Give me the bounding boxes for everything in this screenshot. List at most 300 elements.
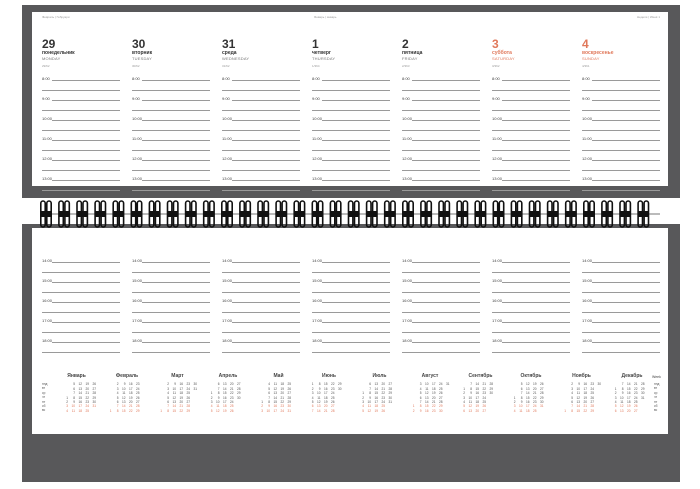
calendar-date: 21 xyxy=(381,386,385,391)
writing-line[interactable] xyxy=(52,302,120,303)
spiral-clip xyxy=(403,211,414,217)
writing-line[interactable] xyxy=(402,312,480,313)
calendar-date: 25 xyxy=(438,386,443,391)
time-label: 11:00 xyxy=(402,136,412,141)
calendar-week-row xyxy=(458,409,503,413)
writing-line[interactable] xyxy=(222,312,300,313)
writing-line[interactable] xyxy=(142,80,210,81)
calendar-date: 27 xyxy=(92,386,96,391)
day-name-en: TUESDAY xyxy=(132,56,152,61)
writing-line[interactable] xyxy=(312,312,390,313)
writing-line[interactable] xyxy=(582,352,660,353)
writing-line[interactable] xyxy=(142,322,210,323)
calendar-date: 8 xyxy=(318,382,321,387)
calendar-date: 4 xyxy=(66,408,68,413)
calendar-date: 5 xyxy=(463,404,465,409)
writing-line[interactable] xyxy=(42,292,120,293)
writing-line[interactable] xyxy=(412,342,480,343)
writing-line[interactable] xyxy=(502,262,570,263)
writing-line[interactable] xyxy=(42,90,120,91)
calendar-date xyxy=(385,409,392,413)
calendar-date: 27 xyxy=(482,408,486,413)
writing-line[interactable] xyxy=(142,282,210,283)
weekday-label: сб xyxy=(42,404,46,409)
calendar-date: 26 xyxy=(381,408,385,413)
calendar-week-row xyxy=(206,409,251,413)
writing-line[interactable] xyxy=(142,120,210,121)
calendar-date: 5 xyxy=(73,382,75,387)
calendar-date: 6 xyxy=(419,395,422,400)
writing-line[interactable] xyxy=(232,322,300,323)
time-label: 8:00 xyxy=(582,76,590,81)
calendar-week-row xyxy=(559,409,604,413)
writing-line[interactable] xyxy=(52,180,120,181)
writing-line[interactable] xyxy=(402,90,480,91)
calendar-date: 2 xyxy=(261,404,263,409)
writing-line[interactable] xyxy=(502,120,570,121)
calendar-date: 15 xyxy=(323,382,328,387)
day-of-year: 30/62 xyxy=(132,64,140,68)
writing-line[interactable] xyxy=(402,110,480,111)
writing-line[interactable] xyxy=(142,342,210,343)
writing-line[interactable] xyxy=(132,272,210,273)
writing-line[interactable] xyxy=(322,342,390,343)
writing-line[interactable] xyxy=(582,292,660,293)
writing-line[interactable] xyxy=(52,262,120,263)
writing-line[interactable] xyxy=(592,282,660,283)
writing-line[interactable] xyxy=(592,262,660,263)
writing-line[interactable] xyxy=(52,160,120,161)
calendar-date: 26 xyxy=(438,391,443,396)
writing-line[interactable] xyxy=(42,312,120,313)
time-label: 9:00 xyxy=(402,96,410,101)
writing-line[interactable] xyxy=(502,180,570,181)
planner-page-bottom xyxy=(32,228,668,434)
writing-line[interactable] xyxy=(582,110,660,111)
writing-line[interactable] xyxy=(322,160,390,161)
writing-line[interactable] xyxy=(142,100,210,101)
calendar-date: 4 xyxy=(362,404,364,409)
calendar-date: 20 xyxy=(85,386,89,391)
writing-line[interactable] xyxy=(402,190,480,191)
calendar-date: 7 xyxy=(571,404,573,409)
writing-line[interactable] xyxy=(322,120,390,121)
writing-line[interactable] xyxy=(582,312,660,313)
writing-line[interactable] xyxy=(222,190,300,191)
writing-line[interactable] xyxy=(412,282,480,283)
calendar-date: 11 xyxy=(620,400,624,405)
calendar-date: 3 xyxy=(463,395,465,400)
calendar-date: 24 xyxy=(438,382,443,387)
writing-line[interactable] xyxy=(492,190,570,191)
time-label: 11:00 xyxy=(132,136,142,141)
time-label: 18:00 xyxy=(222,338,233,343)
writing-line[interactable] xyxy=(582,170,660,171)
month-calendar xyxy=(458,374,503,413)
calendar-date: 27 xyxy=(330,404,335,409)
calendar-date: 29 xyxy=(236,391,241,396)
calendar-week-row xyxy=(408,409,453,413)
writing-line[interactable] xyxy=(132,170,210,171)
time-label: 14:00 xyxy=(582,258,593,263)
writing-line[interactable] xyxy=(312,150,390,151)
writing-line[interactable] xyxy=(412,80,480,81)
writing-line[interactable] xyxy=(42,272,120,273)
weekday-label: вс xyxy=(42,408,46,413)
day-name-en: WEDNESDAY xyxy=(222,56,250,61)
writing-line[interactable] xyxy=(52,80,120,81)
calendar-date: 8 xyxy=(520,395,523,400)
writing-line[interactable] xyxy=(42,190,120,191)
writing-line[interactable] xyxy=(592,120,660,121)
day-number: 1 xyxy=(312,37,319,51)
writing-line[interactable] xyxy=(402,150,480,151)
writing-line[interactable] xyxy=(492,292,570,293)
writing-line[interactable] xyxy=(402,130,480,131)
writing-line[interactable] xyxy=(492,90,570,91)
calendar-date: 9 xyxy=(369,395,371,400)
calendar-date: 22 xyxy=(128,408,133,413)
calendar-date: 15 xyxy=(576,408,580,413)
writing-line[interactable] xyxy=(232,342,300,343)
day-name-en: SATURDAY xyxy=(492,56,515,61)
writing-line[interactable] xyxy=(312,110,390,111)
calendar-date: 13 xyxy=(525,386,530,391)
calendar-date: 18 xyxy=(626,400,631,405)
weekday-label: пт xyxy=(654,399,658,404)
calendar-date: 6 xyxy=(463,408,465,413)
writing-line[interactable] xyxy=(322,322,390,323)
writing-line[interactable] xyxy=(322,100,390,101)
calendar-date: 21 xyxy=(583,404,587,409)
writing-line[interactable] xyxy=(592,302,660,303)
writing-line[interactable] xyxy=(492,272,570,273)
writing-line[interactable] xyxy=(52,282,120,283)
writing-line[interactable] xyxy=(502,322,570,323)
day-name-en: THURSDAY xyxy=(312,56,336,61)
writing-line[interactable] xyxy=(492,332,570,333)
calendar-date: 10 xyxy=(518,404,523,409)
calendar-date: 24 xyxy=(135,386,140,391)
writing-line[interactable] xyxy=(132,90,210,91)
calendar-date: 8 xyxy=(419,404,422,409)
calendar-date: 19 xyxy=(323,400,328,405)
writing-line[interactable] xyxy=(132,110,210,111)
calendar-date: 5 xyxy=(419,391,422,396)
writing-line[interactable] xyxy=(222,90,300,91)
calendar-date: 1 xyxy=(564,408,566,413)
calendar-date: 23 xyxy=(431,408,436,413)
spiral-clip xyxy=(203,211,214,217)
writing-line[interactable] xyxy=(592,140,660,141)
calendar-date: 25 xyxy=(135,391,140,396)
writing-line[interactable] xyxy=(52,322,120,323)
calendar-date: 9 xyxy=(268,404,270,409)
calendar-date: 1 xyxy=(210,391,213,396)
writing-line[interactable] xyxy=(502,282,570,283)
time-label: 14:00 xyxy=(402,258,413,263)
writing-line[interactable] xyxy=(582,90,660,91)
writing-line[interactable] xyxy=(232,262,300,263)
writing-line[interactable] xyxy=(52,120,120,121)
calendar-date: 27 xyxy=(287,391,291,396)
calendar-date: 8 xyxy=(217,391,220,396)
writing-line[interactable] xyxy=(322,140,390,141)
writing-line[interactable] xyxy=(412,262,480,263)
calendar-date: 3 xyxy=(614,395,617,400)
writing-line[interactable] xyxy=(222,150,300,151)
writing-line[interactable] xyxy=(312,190,390,191)
writing-line[interactable] xyxy=(232,80,300,81)
calendar-date: 18 xyxy=(179,391,183,396)
writing-line[interactable] xyxy=(412,120,480,121)
writing-line[interactable] xyxy=(412,322,480,323)
writing-line[interactable] xyxy=(142,302,210,303)
calendar-date: 15 xyxy=(78,395,82,400)
writing-line[interactable] xyxy=(52,140,120,141)
writing-line[interactable] xyxy=(232,160,300,161)
writing-line[interactable] xyxy=(312,90,390,91)
time-label: 10:00 xyxy=(402,116,413,121)
writing-line[interactable] xyxy=(222,332,300,333)
calendar-date: 30 xyxy=(489,391,493,396)
calendar-date: 14 xyxy=(374,386,378,391)
writing-line[interactable] xyxy=(402,170,480,171)
writing-line[interactable] xyxy=(232,120,300,121)
writing-line[interactable] xyxy=(322,282,390,283)
writing-line[interactable] xyxy=(402,272,480,273)
writing-line[interactable] xyxy=(492,130,570,131)
calendar-date: 14 xyxy=(424,400,429,405)
day-of-year: 2/363 xyxy=(402,64,410,68)
writing-line[interactable] xyxy=(312,292,390,293)
calendar-date: 23 xyxy=(280,404,284,409)
writing-line[interactable] xyxy=(402,352,480,353)
calendar-date: 18 xyxy=(222,404,227,409)
writing-line[interactable] xyxy=(232,140,300,141)
writing-line[interactable] xyxy=(492,150,570,151)
calendar-date: 16 xyxy=(128,382,133,387)
writing-line[interactable] xyxy=(502,342,570,343)
writing-line[interactable] xyxy=(142,180,210,181)
calendar-date: 25 xyxy=(381,404,385,409)
spiral-clip xyxy=(222,211,233,217)
calendar-date: 12 xyxy=(121,395,126,400)
calendar-date: 23 xyxy=(135,382,140,387)
time-label: 18:00 xyxy=(312,338,323,343)
month-calendar xyxy=(54,374,99,413)
writing-line[interactable] xyxy=(42,170,120,171)
writing-line[interactable] xyxy=(502,160,570,161)
calendar-week-row xyxy=(610,409,655,413)
writing-line[interactable] xyxy=(142,160,210,161)
day-number: 3 xyxy=(492,37,499,51)
writing-line[interactable] xyxy=(582,130,660,131)
writing-line[interactable] xyxy=(412,180,480,181)
writing-line[interactable] xyxy=(132,150,210,151)
calendar-date: 2 xyxy=(571,382,573,387)
calendar-date: 6 xyxy=(217,382,220,387)
writing-line[interactable] xyxy=(412,100,480,101)
time-label: 18:00 xyxy=(582,338,593,343)
calendar-date: 5 xyxy=(268,386,270,391)
writing-line[interactable] xyxy=(232,282,300,283)
writing-line[interactable] xyxy=(132,190,210,191)
calendar-date: 20 xyxy=(179,400,183,405)
time-label: 14:00 xyxy=(42,258,53,263)
writing-line[interactable] xyxy=(592,80,660,81)
calendar-date: 6 xyxy=(311,404,314,409)
calendar-date: 11 xyxy=(576,391,580,396)
writing-line[interactable] xyxy=(42,130,120,131)
writing-line[interactable] xyxy=(222,170,300,171)
writing-line[interactable] xyxy=(142,262,210,263)
writing-line[interactable] xyxy=(222,272,300,273)
writing-line[interactable] xyxy=(42,332,120,333)
day-of-year: 3/362 xyxy=(492,64,500,68)
writing-line[interactable] xyxy=(142,140,210,141)
writing-line[interactable] xyxy=(412,302,480,303)
writing-line[interactable] xyxy=(312,352,390,353)
time-label: 13:00 xyxy=(492,176,503,181)
calendar-date xyxy=(645,409,652,413)
writing-line[interactable] xyxy=(132,130,210,131)
writing-line[interactable] xyxy=(582,190,660,191)
writing-line[interactable] xyxy=(52,342,120,343)
time-label: 8:00 xyxy=(42,76,50,81)
time-label: 13:00 xyxy=(582,176,593,181)
writing-line[interactable] xyxy=(312,332,390,333)
writing-line[interactable] xyxy=(502,80,570,81)
writing-line[interactable] xyxy=(492,170,570,171)
writing-line[interactable] xyxy=(592,180,660,181)
spiral-clip xyxy=(59,211,70,217)
calendar-date: 25 xyxy=(590,391,594,396)
writing-line[interactable] xyxy=(132,352,210,353)
calendar-date: 10 xyxy=(172,386,176,391)
writing-line[interactable] xyxy=(42,150,120,151)
calendar-date: 11 xyxy=(425,386,429,391)
calendar-date xyxy=(638,409,645,413)
calendar-date: 12 xyxy=(316,400,321,405)
calendar-date: 20 xyxy=(583,400,587,405)
calendar-date: 3 xyxy=(513,404,516,409)
calendar-date: 9 xyxy=(578,382,580,387)
writing-line[interactable] xyxy=(402,292,480,293)
time-label: 8:00 xyxy=(222,76,230,81)
time-label: 13:00 xyxy=(222,176,233,181)
calendar-date xyxy=(54,409,61,413)
writing-line[interactable] xyxy=(322,180,390,181)
writing-line[interactable] xyxy=(132,312,210,313)
calendar-date: 22 xyxy=(85,395,89,400)
calendar-date: 12 xyxy=(78,382,82,387)
writing-line[interactable] xyxy=(322,262,390,263)
calendar-date: 27 xyxy=(388,382,392,387)
writing-line[interactable] xyxy=(412,160,480,161)
writing-line[interactable] xyxy=(502,100,570,101)
calendar-date: 29 xyxy=(186,408,190,413)
calendar-date: 25 xyxy=(287,382,291,387)
spiral-clip xyxy=(602,211,613,217)
time-label: 9:00 xyxy=(222,96,230,101)
writing-line[interactable] xyxy=(42,352,120,353)
writing-line[interactable] xyxy=(582,332,660,333)
writing-line[interactable] xyxy=(502,140,570,141)
writing-line[interactable] xyxy=(312,130,390,131)
calendar-date: 21 xyxy=(633,382,638,387)
spiral-clip xyxy=(77,211,88,217)
calendar-date: 27 xyxy=(236,382,241,387)
calendar-date: 14 xyxy=(222,386,227,391)
writing-line[interactable] xyxy=(232,100,300,101)
writing-line[interactable] xyxy=(592,100,660,101)
writing-line[interactable] xyxy=(42,110,120,111)
writing-line[interactable] xyxy=(232,302,300,303)
calendar-date: 24 xyxy=(482,395,486,400)
writing-line[interactable] xyxy=(322,80,390,81)
calendar-date: 26 xyxy=(330,400,335,405)
calendar-week-label: Week xyxy=(652,375,661,379)
writing-line[interactable] xyxy=(582,150,660,151)
calendar-date: 15 xyxy=(475,386,479,391)
calendar-date: 6 xyxy=(268,391,270,396)
writing-line[interactable] xyxy=(592,160,660,161)
calendar-date: 18 xyxy=(78,408,82,413)
day-column xyxy=(132,38,212,69)
writing-line[interactable] xyxy=(582,272,660,273)
calendar-date: 29 xyxy=(388,391,392,396)
writing-line[interactable] xyxy=(492,352,570,353)
spiral-clip xyxy=(95,211,106,217)
writing-line[interactable] xyxy=(312,170,390,171)
writing-line[interactable] xyxy=(222,110,300,111)
calendar-date: 15 xyxy=(374,391,378,396)
writing-line[interactable] xyxy=(52,100,120,101)
writing-line[interactable] xyxy=(402,332,480,333)
writing-line[interactable] xyxy=(232,180,300,181)
calendar-date: 22 xyxy=(229,391,234,396)
spiral-clip xyxy=(584,211,595,217)
time-label: 9:00 xyxy=(132,96,140,101)
time-label: 10:00 xyxy=(222,116,233,121)
writing-line[interactable] xyxy=(322,302,390,303)
day-name: воскресенье xyxy=(582,50,614,56)
calendar-date: 28 xyxy=(539,391,544,396)
writing-line[interactable] xyxy=(132,332,210,333)
writing-line[interactable] xyxy=(592,322,660,323)
calendar-date: 7 xyxy=(167,404,169,409)
writing-line[interactable] xyxy=(222,352,300,353)
writing-line[interactable] xyxy=(492,312,570,313)
writing-line[interactable] xyxy=(132,292,210,293)
writing-line[interactable] xyxy=(592,342,660,343)
writing-line[interactable] xyxy=(412,140,480,141)
writing-line[interactable] xyxy=(492,110,570,111)
calendar-date: 13 xyxy=(424,395,429,400)
writing-line[interactable] xyxy=(502,302,570,303)
writing-line[interactable] xyxy=(312,272,390,273)
calendar-date: 28 xyxy=(92,391,96,396)
spiral-clip xyxy=(113,211,124,217)
writing-line[interactable] xyxy=(222,292,300,293)
spiral-clip xyxy=(240,211,251,217)
calendar-week-row xyxy=(155,409,200,413)
calendar-date: 21 xyxy=(323,408,328,413)
calendar-date: 12 xyxy=(172,395,176,400)
month-name: Декабрь xyxy=(621,373,643,379)
writing-line[interactable] xyxy=(222,130,300,131)
